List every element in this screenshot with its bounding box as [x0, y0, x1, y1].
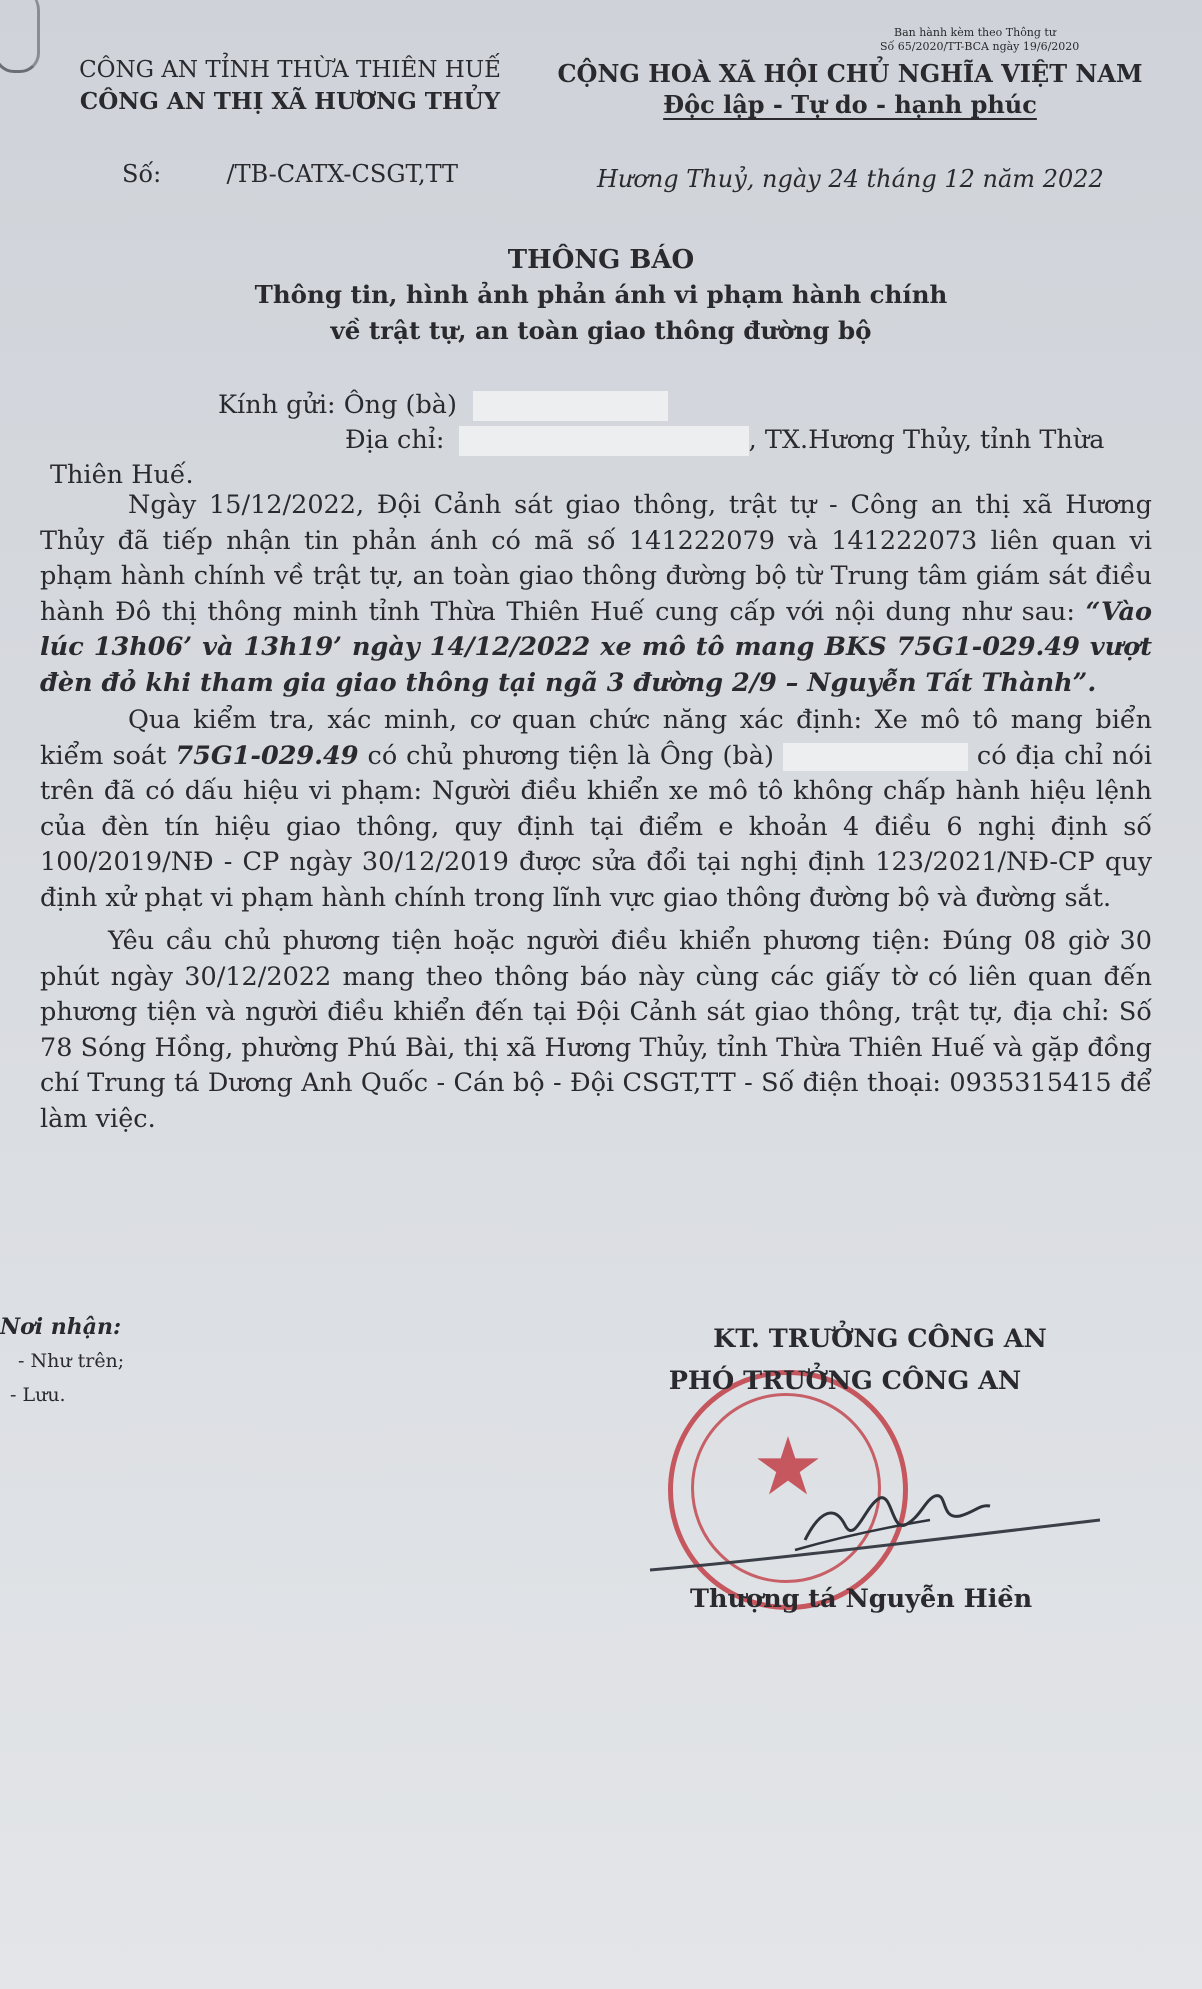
recipient-item-1: - Như trên; [18, 1350, 125, 1372]
recipients-label: Nơi nhận: [0, 1314, 122, 1340]
recipient-line [218, 390, 668, 421]
paragraph-1-text: Ngày 15/12/2022, Đội Cảnh sát giao thông, trật tự - Công an thị xã Hương Thủy đã tiếp nhận tin phản ánh có mã số 141222079 và 141222073 liên quan vi phạm hành chính về trật tự, an toàn giao thông đường bộ từ Trung tâm giám sát điều hành Đô thị thông minh tỉnh Thừa Thiên Huế cung cấp với nội dung như sau: [40, 490, 1152, 627]
notice-body [40, 488, 1152, 1137]
paragraph-2-text-a: Qua kiểm tra, xác minh, cơ quan chức năng xác định: Xe mô tô mang biển kiểm soát [40, 705, 1152, 771]
place-date: Hương Thuỷ, ngày 24 tháng 12 năm 2022 [597, 165, 1104, 193]
document-number-value: /TB-CATX-CSGT,TT [226, 160, 459, 188]
national-block [540, 58, 1160, 120]
paragraph-2-text-b: có chủ phương tiện là Ông (bà) [367, 740, 774, 771]
document-number-label: Số: [122, 160, 162, 188]
paragraph-2 [40, 703, 1152, 916]
paper-clip [0, 0, 40, 73]
signer-name: Thượng tá Nguyễn Hiền [690, 1584, 1033, 1614]
paragraph-1 [40, 488, 1152, 701]
notice-subtitle-1: Thông tin, hình ảnh phản ánh vi phạm hành chính [254, 280, 948, 309]
redacted-address [459, 426, 749, 456]
address-tail: , TX.Hương Thủy, tỉnh Thừa [748, 425, 1105, 455]
form-reference [880, 26, 1140, 54]
agency-name: CÔNG AN THỊ XÃ HƯƠNG THỦY [79, 88, 501, 115]
address-continuation: Thiên Huế. [50, 460, 194, 490]
country-name: CỘNG HOÀ XÃ HỘI CHỦ NGHĨA VIỆT NAM [557, 59, 1143, 88]
document-number [122, 160, 458, 188]
address-label: Địa chỉ: [345, 425, 445, 455]
form-reference-line1: Ban hành kèm theo Thông tư [894, 26, 1056, 39]
recipients-block [0, 1310, 124, 1412]
signature-block [600, 1318, 1160, 1402]
address-line [345, 425, 1104, 456]
handwritten-signature [630, 1470, 1110, 1580]
recipient-item-2: - Lưu. [10, 1384, 66, 1406]
violation-quote: “Vào lúc 13h06’ và 13h19’ ngày 14/12/2022 xe mô tô mang BKS 75G1-029.49 vượt đèn đỏ khi tham gia giao thông tại ngã 3 đường 2/9 – Nguyễn Tất Thành”. [40, 596, 1152, 698]
paragraph-3: Yêu cầu chủ phương tiện hoặc người điều khiển phương tiện: Đúng 08 giờ 30 phút ngày 30/12/2022 mang theo thông báo này cùng các giấy tờ có liên quan đến phương tiện và người điều khiển đến tại Đội Cảnh sát giao thông, trật tự, địa chỉ: Số 78 Sóng Hồng, phường Phú Bài, thị xã Hương Thủy, tỉnh Thừa Thiên Huế và gặp đồng chí Trung tá Dương Anh Quốc - Cán bộ - Đội CSGT,TT - Số điện thoại: 0935315415 để làm việc. [40, 926, 1152, 1134]
sign-title-2: PHÓ TRƯỞNG CÔNG AN [668, 1366, 1022, 1396]
agency-block [40, 55, 540, 117]
national-motto: Độc lập - Tự do - hạnh phúc [663, 90, 1037, 119]
notice-subtitle-2: về trật tự, an toàn giao thông đường bộ [330, 316, 872, 345]
seal-star-icon: ★ [752, 1420, 824, 1513]
sign-title-1: KT. TRƯỞNG CÔNG AN [713, 1324, 1047, 1354]
recipient-label: Kính gửi: Ông (bà) [218, 390, 457, 420]
redacted-owner [783, 743, 968, 771]
notice-title: THÔNG BÁO [507, 245, 695, 275]
license-plate: 75G1-029.49 [175, 740, 359, 771]
form-reference-line2: Số 65/2020/TT-BCA ngày 19/6/2020 [880, 40, 1080, 53]
redacted-name [473, 391, 668, 421]
paragraph-2-text-c: có địa chỉ nói trên đã có dấu hiệu vi phạm: Người điều khiển xe mô tô không chấp hành hiệu lệnh của đèn tín hiệu giao thông, quy định tại điểm e khoản 4 điều 6 nghị định số 100/2019/NĐ - CP ngày 30/12/2019 được sửa đổi tại nghị định 123/2021/NĐ-CP quy định xử phạt vi phạm hành chính trong lĩnh vực giao thông đường bộ và đường sắt. [40, 740, 1152, 913]
agency-parent: CÔNG AN TỈNH THỪA THIÊN HUẾ [79, 57, 501, 83]
